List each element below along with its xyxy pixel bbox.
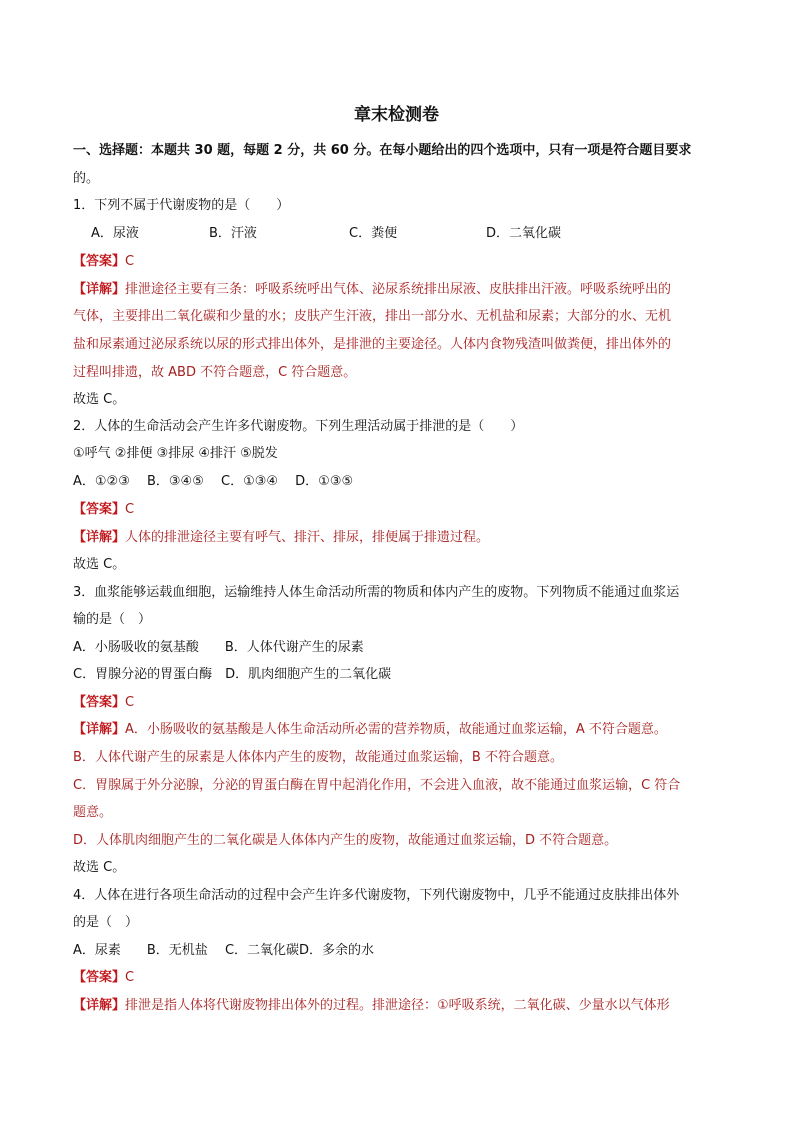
question-3-options-line-1: A．小肠吸收的氨基酸 B．人体代谢产生的尿素 bbox=[73, 640, 364, 655]
question-3-stem-line-2: 输的是（ ） bbox=[73, 612, 152, 627]
question-3-detail-line-1: 【详解】A．小肠吸收的氨基酸是人体生命活动所必需的营养物质，故能通过血浆运输，A 不符合题意。 bbox=[73, 722, 667, 737]
answer-value: C bbox=[125, 254, 135, 269]
question-2-answer bbox=[73, 500, 134, 520]
question-3-conclusion: 故选 C。 bbox=[73, 860, 126, 875]
question-3-detail-line-2: B．人体代谢产生的尿素是人体体内产生的废物，故能通过血浆运输，B 不符合题意。 bbox=[73, 750, 563, 765]
page-title: 章末检测卷 bbox=[354, 105, 439, 125]
question-2-options: A．①②③ B．③④⑤ C．①③④ D．①③⑤ bbox=[73, 474, 354, 489]
detail-tag: 【详解】 bbox=[73, 998, 126, 1013]
answer-tag: 【答案】 bbox=[73, 502, 126, 517]
question-1-option-b: B．汗液 bbox=[209, 226, 257, 241]
question-1-detail-line-4: 过程叫排遗，故 ABD 不符合题意，C 符合题意。 bbox=[73, 365, 357, 380]
question-3-detail-line-5: D．人体肌肉细胞产生的二氧化碳是人体体内产生的废物，故能通过血浆运输，D 不符合题意。 bbox=[73, 833, 618, 848]
question-2-conclusion: 故选 C。 bbox=[73, 557, 126, 572]
answer-tag: 【答案】 bbox=[73, 254, 126, 269]
question-3-stem-line-1: 3．血浆能够运载血细胞，运输维持人体生命活动所需的物质和体内产生的废物。下列物质不能通过血浆运 bbox=[73, 585, 680, 600]
answer-value: C bbox=[125, 695, 135, 710]
question-3-answer bbox=[73, 693, 134, 713]
answer-value: C bbox=[125, 502, 135, 517]
question-2-detail: 【详解】人体的排泄途径主要有呼气、排汗、排尿，排便属于排遗过程。 bbox=[73, 530, 490, 545]
detail-tag: 【详解】 bbox=[73, 530, 126, 545]
question-2-items: ①呼气 ②排便 ③排尿 ④排汗 ⑤脱发 bbox=[73, 446, 278, 461]
answer-tag: 【答案】 bbox=[73, 695, 126, 710]
question-1-answer bbox=[73, 252, 134, 272]
answer-tag: 【答案】 bbox=[73, 970, 126, 985]
question-3-detail-line-4: 题意。 bbox=[73, 805, 113, 820]
question-1-option-d: D．二氧化碳 bbox=[486, 226, 562, 241]
question-4-detail-line-1: 【详解】排泄是指人体将代谢废物排出体外的过程。排泄途径：①呼吸系统，二氧化碳、少量水以气体形 bbox=[73, 998, 670, 1013]
question-3-options-line-2: C．胃腺分泌的胃蛋白酶 D．肌肉细胞产生的二氧化碳 bbox=[73, 667, 392, 682]
detail-tag: 【详解】 bbox=[73, 282, 126, 297]
detail-tag: 【详解】 bbox=[73, 722, 126, 737]
question-4-stem-line-2: 的是（ ） bbox=[73, 915, 139, 930]
section-instruction-line-2: 的。 bbox=[73, 171, 100, 186]
question-1-stem: 1．下列不属于代谢废物的是（ ） bbox=[73, 198, 290, 213]
question-1-option-c: C．粪便 bbox=[349, 226, 398, 241]
section-instruction-line-1: 一、选择题：本题共 30 题，每题 2 分，共 60 分。在每小题给出的四个选项中，只有一项是符合题目要求 bbox=[73, 143, 692, 158]
question-4-options: A．尿素 B．无机盐 C．二氧化碳D．多余的水 bbox=[73, 943, 375, 958]
question-1-conclusion: 故选 C。 bbox=[73, 392, 126, 407]
question-2-stem: 2．人体的生命活动会产生许多代谢废物。下列生理活动属于排泄的是（ ） bbox=[73, 419, 524, 434]
question-1-detail-line-2: 气体，主要排出二氧化碳和少量的水；皮肤产生汗液，排出一部分水、无机盐和尿素；大部分的水、无机 bbox=[73, 309, 672, 324]
question-3-detail-line-3: C．胃腺属于外分泌腺，分泌的胃蛋白酶在胃中起消化作用，不会进入血液，故不能通过血浆运输，C 符合 bbox=[73, 778, 681, 793]
question-1-detail-line-1: 【详解】排泄途径主要有三条：呼吸系统呼出气体、泌尿系统排出尿液、皮肤排出汗液。呼吸系统呼出的 bbox=[73, 282, 672, 297]
question-1-option-a: A．尿液 bbox=[91, 226, 139, 241]
question-4-answer bbox=[73, 968, 134, 988]
question-4-stem-line-1: 4．人体在进行各项生命活动的过程中会产生许多代谢废物，下列代谢废物中，几乎不能通过皮肤排出体外 bbox=[73, 888, 680, 903]
answer-value: C bbox=[125, 970, 135, 985]
question-1-detail-line-3: 盐和尿素通过泌尿系统以尿的形式排出体外，是排泄的主要途径。人体内食物残渣叫做粪便，排出体外的 bbox=[73, 337, 672, 352]
